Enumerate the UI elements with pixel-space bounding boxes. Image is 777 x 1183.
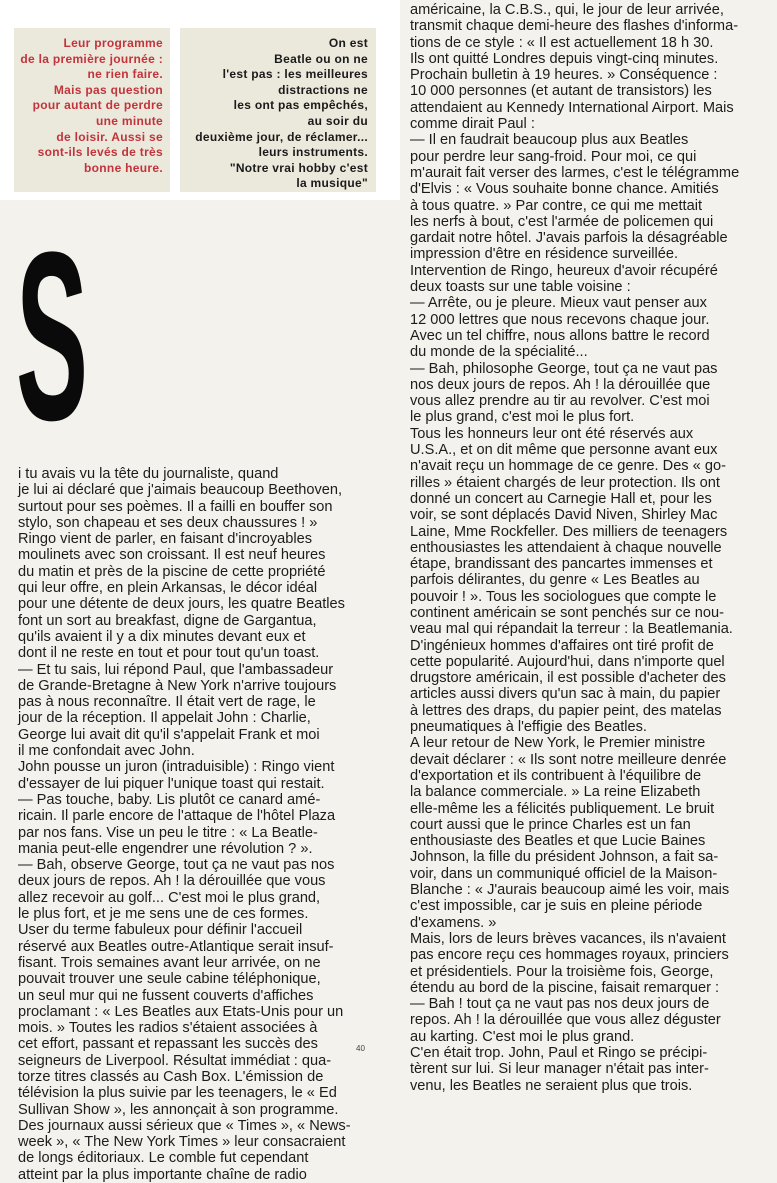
text-line: A leur retour de New York, le Premier ministre	[410, 735, 706, 752]
caption-line: les ont pas empêchés,	[233, 98, 368, 113]
page-number: 40	[356, 1044, 365, 1053]
text-line: — Et tu sais, lui répond Paul, que l'ambassadeur	[18, 661, 334, 678]
text-line: Johnson, la fille du président Johnson, a fait sa-	[410, 849, 719, 866]
text-line: allez recevoir au golf... C'est moi le plus grand,	[18, 889, 321, 906]
text-line: le plus grand, c'est moi le plus fort.	[410, 409, 635, 426]
dropcap-area	[16, 202, 376, 470]
text-line: de longs éditoriaux. Le comble fut cependant	[18, 1150, 309, 1167]
text-line: étape, brandissant des pancartes immenses et	[410, 556, 713, 573]
text-line: à lettres des draps, du papier peint, des matelas	[410, 702, 722, 719]
caption-box-black	[180, 28, 376, 192]
text-line: qu'ils avaient il y a dix minutes devant eux et	[18, 628, 306, 645]
caption-line: distractions ne	[278, 82, 368, 97]
caption-line: On est	[328, 36, 368, 50]
article-column-right	[410, 2, 762, 1094]
text-line: télévision la plus suivie par les teenagers, le « Ed	[18, 1085, 337, 1102]
text-line: réservé aux Beatles outre-Atlantique serait insuf-	[18, 938, 334, 955]
article-column-left	[16, 202, 376, 1183]
text-line: et présidentiels. Pour la troisième fois, George,	[410, 963, 714, 980]
text-line: impression d'être en résidence surveillée.	[410, 246, 679, 263]
text-line: drugstore américain, il est possible d'acheter des	[410, 670, 726, 687]
text-line: pas à nous reconnaître. Il était vert de rage, le	[18, 694, 316, 711]
text-line: John pousse un juron (intraduisible) : Ringo vient	[18, 759, 335, 776]
dropcap-letter: S	[16, 202, 89, 470]
text-line: donné un concert au Carnegie Hall et, pour les	[410, 490, 712, 507]
text-line: court aussi que le prince Charles est un fan	[410, 816, 691, 833]
text-line: — Bah, philosophe George, tout ça ne vaut pas	[410, 360, 718, 377]
caption-line: de la première journée :	[20, 51, 163, 66]
text-line: venu, les Beatles ne seraient plus que trois.	[410, 1077, 693, 1094]
text-line: jour de la réception. Il appelait John : Charlie,	[18, 710, 311, 727]
text-line: voir, dans un communiqué officiel de la Maison-	[410, 865, 718, 882]
text-line: je lui ai déclaré que j'aimais beaucoup Beethoven,	[18, 482, 343, 499]
text-line: Sullivan Show », les annonçait à son programme.	[18, 1101, 339, 1118]
text-line: cet effort, passant et repassant les succès des	[18, 1036, 318, 1053]
text-line: mois. » Toutes les radios s'étaient associées à	[18, 1020, 318, 1037]
text-line: deux jours de repos. Ah ! la dérouillée que vous	[18, 873, 326, 890]
text-line: Ils ont quitté Londres depuis vingt-cinq minutes.	[410, 50, 719, 67]
caption-line: "Notre vrai hobby c'est	[229, 160, 368, 175]
text-line: repos. Ah ! la dérouillée que vous allez déguster	[410, 1012, 721, 1029]
text-line: elle-même les a félicités publiquement. Le bruit	[410, 800, 715, 817]
text-line: c'est impossible, car je suis en pleine période	[410, 898, 703, 915]
caption-line: deuxième jour, de réclamer...	[195, 129, 368, 144]
text-line: Ringo vient de parler, en faisant d'incroyables	[18, 531, 313, 548]
text-line: Prochain bulletin à 19 heures. » Conséquence :	[410, 67, 718, 84]
text-line: continent américain se sont penchés sur ce nou-	[410, 604, 724, 621]
text-line: week », « The New York Times » leur consacraient	[18, 1134, 346, 1151]
text-line: atteint par la plus importante chaîne de radio	[18, 1166, 307, 1183]
text-line: Tous les honneurs leur ont été réservés aux	[410, 425, 694, 442]
text-line: pouvoir ! ». Tous les sociologues que compte le	[410, 588, 717, 605]
text-line: pneumatiques à l'effigie des Beatles.	[410, 719, 647, 736]
text-line: de Grande-Bretagne à New York n'arrive toujours	[18, 677, 337, 694]
caption-line: ne rien faire.	[87, 67, 163, 82]
text-line: la balance commerciale. » La reine Elizabeth	[410, 784, 701, 801]
text-line: nos deux jours de repos. Ah ! la dérouillée que	[410, 376, 711, 393]
text-line: George lui avait dit qu'il s'appelait Frank et moi	[18, 726, 320, 743]
text-line: articles aussi divers qu'un sac à main, du papier	[410, 686, 721, 703]
text-line: cette popularité. Aujourd'hui, dans n'importe quel	[410, 653, 725, 670]
text-line: User du terme fabuleux pour définir l'accueil	[18, 922, 303, 939]
text-line: fisant. Trois semaines avant leur arrivée, on ne	[18, 954, 321, 971]
text-line: le plus fort, et je me sens une de ces formes.	[18, 906, 309, 923]
caption-line: pour autant de perdre	[32, 98, 163, 113]
text-line: — Il en faudrait beaucoup plus aux Beatles	[410, 132, 689, 149]
text-line: du matin et près de la piscine de cette propriété	[18, 563, 326, 580]
text-line: 10 000 personnes (et autant de transistors) les	[410, 83, 712, 100]
text-line: rilles » étaient chargés de leur protection. Ils ont	[410, 474, 720, 491]
text-line: U.S.A., et on dit même que personne avant eux	[410, 442, 718, 459]
text-line: pour une détente de deux jours, les quatre Beatles	[18, 596, 345, 613]
caption-line: Mais pas question	[53, 82, 163, 97]
text-line: au karting. C'est moi le plus grand.	[410, 1028, 635, 1045]
text-line: les nerfs à bout, c'est l'armée de policemen qui	[410, 213, 714, 230]
text-line: Des journaux aussi sérieux que « Times », « News-	[18, 1117, 351, 1134]
caption-line: une minute	[95, 113, 163, 128]
caption-line: Leur programme	[63, 36, 163, 50]
text-line: D'ingénieux hommes d'affaires ont tiré profit de	[410, 637, 714, 654]
text-line: — Pas touche, baby. Lis plutôt ce canard amé-	[18, 791, 321, 808]
text-line: seigneurs de Liverpool. Résultat immédiat : qua-	[18, 1052, 332, 1069]
caption-line: leurs instruments.	[258, 145, 368, 160]
text-line: enthousiaste des Beatles et que Lucie Baines	[410, 833, 706, 850]
text-line: Avec un tel chiffre, nous allons battre le record	[410, 327, 710, 344]
text-line: américaine, la C.B.S., qui, le jour de leur arrivée,	[410, 2, 724, 18]
text-line: ricain. Il parle encore de l'attaque de l'hôtel Plaza	[18, 808, 336, 825]
text-line: étendu au bord de la piscine, faisait remarquer :	[410, 979, 720, 996]
text-line: — Bah ! tout ça ne vaut pas nos deux jours de	[410, 996, 710, 1013]
caption-box-red	[14, 28, 170, 192]
text-line: gardait notre hôtel. J'avais parfois la désagréable	[410, 230, 728, 247]
article-text-left	[18, 466, 376, 1183]
caption-line: sont-ils levés de très	[37, 145, 163, 160]
text-line: transmit chaque demi-heure des flashes d'informa-	[410, 18, 739, 35]
caption-line: de loisir. Aussi se	[56, 129, 163, 144]
text-line: torze titres classés au Cash Box. L'émission de	[18, 1068, 324, 1085]
text-line: à tous quatre. » Par contre, ce qui me mettait	[410, 197, 703, 214]
text-line: par nos fans. Vise un peu le titre : « La Beatle-	[18, 824, 318, 841]
text-line: Laine, Mme Rockfeller. Des milliers de teenagers	[410, 523, 728, 540]
text-line: parfois délirantes, du genre « Les Beatles au	[410, 572, 700, 589]
text-line: d'exportation et ils contribuent à l'équilibre de	[410, 767, 702, 784]
text-line: il me confondait avec John.	[18, 743, 195, 760]
text-line: d'examens. »	[410, 914, 497, 931]
text-line: tèrent sur lui. Si leur manager n'était pas inter-	[410, 1061, 709, 1078]
caption-panel	[0, 0, 400, 200]
caption-line: la musique"	[296, 176, 368, 191]
text-line: comme dirait Paul :	[410, 116, 535, 133]
text-line: Intervention de Ringo, heureux d'avoir récupéré	[410, 262, 718, 279]
text-line: enthousiastes les attendaient à chaque nouvelle	[410, 539, 722, 556]
caption-line: bonne heure.	[84, 160, 163, 175]
text-line: stylo, son chapeau et ses deux chaussures ! »	[18, 514, 318, 531]
text-line: — Arrête, ou je pleure. Mieux vaut penser aux	[410, 295, 707, 312]
text-line: font un sort au breakfast, digne de Gargantua,	[18, 612, 317, 629]
text-line: pas encore reçu ces hommages royaux, princiers	[410, 947, 729, 964]
text-line: mania peut-elle engendrer une révolution ? ».	[18, 840, 313, 857]
caption-line: au soir du	[307, 113, 368, 128]
text-line: qui leur offre, en plein Arkansas, le décor idéal	[18, 580, 318, 597]
text-line: C'en était trop. John, Paul et Ringo se précipi-	[410, 1045, 708, 1061]
article-text-right	[410, 2, 762, 1094]
text-line: Mais, lors de leurs brèves vacances, ils n'avaient	[410, 930, 726, 947]
caption-black-text	[180, 28, 376, 192]
text-line: un seul mur qui ne fussent couverts d'affiches	[18, 987, 314, 1004]
text-line: d'essayer de lui piquer l'unique toast qui restait.	[18, 775, 325, 792]
text-line: dont il ne reste en tout et pour tout qu'un toast.	[18, 645, 320, 662]
text-line: devait déclarer : « Ils sont notre meilleure denrée	[410, 751, 727, 768]
text-line: proclamant : « Les Beatles aux Etats-Unis pour un	[18, 1003, 344, 1020]
text-line: deux toasts sur une table voisine :	[410, 279, 631, 296]
text-line: moulinets avec son croissant. Il est neuf heures	[18, 547, 326, 564]
text-line: — Bah, observe George, tout ça ne vaut pas nos	[18, 857, 335, 874]
text-line: attendaient au Kennedy International Airport. Mais	[410, 99, 734, 116]
text-line: veau mal qui répandait la terreur : la Beatlemania.	[410, 621, 733, 638]
text-line: surtout pour ses poèmes. Il a failli en bouffer son	[18, 498, 333, 515]
caption-line: l'est pas : les meilleures	[222, 67, 368, 82]
text-line: i tu avais vu la tête du journaliste, quand	[18, 466, 279, 482]
caption-red-text	[14, 28, 170, 176]
text-line: du monde de la spécialité...	[410, 344, 588, 361]
text-line: tions de ce style : « Il est actuellement 18 h 30.	[410, 34, 714, 51]
text-line: Blanche : « J'aurais beaucoup aimé les voir, mais	[410, 882, 730, 899]
text-line: pouvait trouver une seule cabine téléphonique,	[18, 971, 321, 988]
caption-line: Beatle ou on ne	[274, 51, 368, 66]
text-line: d'Elvis : « Vous souhaite bonne chance. Amitiés	[410, 181, 719, 198]
text-line: voir, se sont déplacés David Niven, Shirley Mac	[410, 507, 718, 524]
text-line: m'aurait fait verser des larmes, c'est le télégramme	[410, 164, 740, 181]
text-line: pour perdre leur sang-froid. Pour moi, ce qui	[410, 148, 697, 165]
text-line: vous allez prendre au tir au revolver. C'est moi	[410, 393, 710, 410]
text-line: 12 000 lettres que nous recevons chaque jour.	[410, 311, 710, 328]
text-line: n'avait reçu un hommage de ce genre. Des « go-	[410, 458, 726, 475]
